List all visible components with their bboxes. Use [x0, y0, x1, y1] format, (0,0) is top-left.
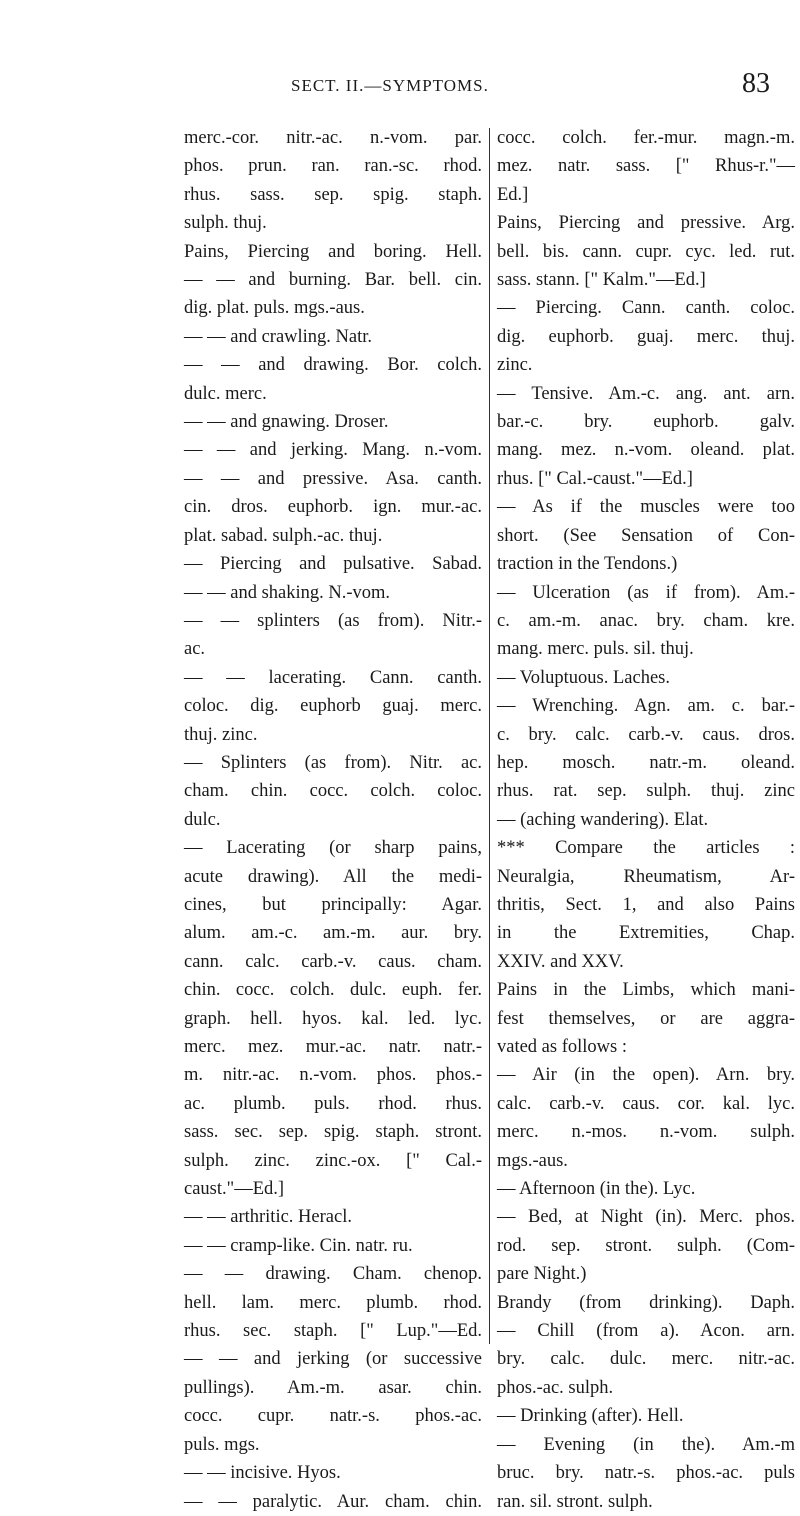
- text-line: puls. mgs.: [184, 1434, 260, 1455]
- text-line: Neuralgia, Rheumatism, Ar-: [497, 866, 795, 887]
- text-line: — Splinters (as from). Nitr. ac.: [184, 752, 482, 773]
- text-line: rhus. sec. staph. [" Lup."—Ed.: [184, 1321, 482, 1342]
- text-line: — — and drawing. Bor. colch.: [184, 355, 482, 376]
- text-line: pullings). Am.-m. asar. chin.: [184, 1377, 482, 1398]
- right-column: [497, 124, 795, 1516]
- text-line: rhus. sass. sep. spig. staph.: [184, 184, 482, 205]
- text-line: zinc.: [497, 355, 533, 376]
- text-line: cocc. colch. fer.-mur. magn.-m.: [497, 128, 795, 148]
- text-line: — Drinking (after). Hell.: [497, 1406, 684, 1427]
- text-line: ran. sil. stront. sulph.: [497, 1491, 653, 1512]
- left-column: [184, 124, 482, 1516]
- text-line: — Air (in the open). Arn. bry.: [497, 1065, 795, 1086]
- text-line: ac. plumb. puls. rhod. rhus.: [184, 1093, 482, 1114]
- text-line: m. nitr.-ac. n.-vom. phos. phos.-: [184, 1065, 482, 1086]
- text-line: dulc.: [184, 809, 221, 830]
- text-line: XXIV. and XXV.: [497, 951, 624, 972]
- text-line: merc. n.-mos. n.-vom. sulph.: [497, 1122, 795, 1143]
- text-line: — Ulceration (as if from). Am.-: [497, 582, 795, 603]
- text-line: bry. calc. dulc. merc. nitr.-ac.: [497, 1349, 795, 1370]
- text-line: rhus. [" Cal.-caust."—Ed.]: [497, 468, 693, 489]
- text-line: — — and shaking. N.-vom.: [184, 582, 391, 603]
- text-line: Pains in the Limbs, which mani-: [497, 980, 795, 1001]
- text-line: cin. dros. euphorb. ign. mur.-ac.: [184, 497, 482, 518]
- text-line: — Wrenching. Agn. am. c. bar.-: [497, 696, 795, 717]
- text-line: — — drawing. Cham. chenop.: [184, 1264, 482, 1285]
- text-line: Pains, Piercing and boring. Hell.: [184, 241, 482, 262]
- text-line: — — and crawling. Natr.: [184, 326, 373, 347]
- text-line: hell. lam. merc. plumb. rhod.: [184, 1292, 482, 1313]
- text-line: dulc. merc.: [184, 383, 267, 404]
- text-line: sulph. zinc. zinc.-ox. [" Cal.-: [184, 1150, 482, 1171]
- text-line: in the Extremities, Chap.: [497, 923, 795, 944]
- text-line: phos. prun. ran. ran.-sc. rhod.: [184, 156, 482, 177]
- text-line: — — paralytic. Aur. cham. chin.: [184, 1491, 482, 1512]
- text-line: Pains, Piercing and pressive. Arg.: [497, 213, 795, 234]
- text-line: cocc. cupr. natr.-s. phos.-ac.: [184, 1406, 482, 1427]
- running-head: SECT. II.—SYMPTOMS.: [291, 76, 489, 95]
- text-line: caust."—Ed.]: [184, 1179, 285, 1200]
- text-line: merc.-cor. nitr.-ac. n.-vom. par.: [184, 128, 482, 148]
- text-line: c. am.-m. anac. bry. cham. kre.: [497, 610, 795, 631]
- text-line: — Afternoon (in the). Lyc.: [497, 1179, 696, 1200]
- text-line: — Piercing. Cann. canth. coloc.: [497, 298, 795, 319]
- text-line: mang. merc. puls. sil. thuj.: [497, 639, 694, 660]
- text-line: sass. stann. [" Kalm."—Ed.]: [497, 270, 706, 291]
- text-line: mez. natr. sass. [" Rhus-r."—: [497, 156, 795, 177]
- text-line: pare Night.): [497, 1264, 587, 1285]
- text-line: short. (See Sensation of Con-: [497, 525, 795, 546]
- text-line: cham. chin. cocc. colch. coloc.: [184, 781, 482, 802]
- text-line: — (aching wandering). Elat.: [497, 809, 709, 830]
- text-line: alum. am.-c. am.-m. aur. bry.: [184, 923, 482, 944]
- text-line: bruc. bry. natr.-s. phos.-ac. puls: [497, 1463, 795, 1484]
- text-line: dig. plat. puls. mgs.-aus.: [184, 298, 365, 319]
- text-line: ac.: [184, 639, 206, 660]
- text-line: — Voluptuous. Laches.: [497, 667, 671, 688]
- text-line: — — and jerking. Mang. n.-vom.: [184, 440, 482, 461]
- text-line: rod. sep. stront. sulph. (Com-: [497, 1235, 795, 1256]
- text-line: — Chill (from a). Acon. arn.: [497, 1321, 795, 1342]
- text-line: vated as follows :: [497, 1037, 627, 1057]
- text-line: rhus. rat. sep. sulph. thuj. zinc: [497, 781, 795, 802]
- text-line: fest themselves, or are aggra-: [497, 1008, 795, 1029]
- text-line: calc. carb.-v. caus. cor. kal. lyc.: [497, 1093, 795, 1114]
- text-line: — — incisive. Hyos.: [184, 1463, 341, 1484]
- text-line: sulph. thuj.: [184, 213, 267, 234]
- text-line: traction in the Tendons.): [497, 554, 678, 575]
- text-line: dig. euphorb. guaj. merc. thuj.: [497, 326, 795, 347]
- text-line: cann. calc. carb.-v. caus. cham.: [184, 951, 482, 972]
- text-line: phos.-ac. sulph.: [497, 1377, 614, 1398]
- text-line: — — and pressive. Asa. canth.: [184, 468, 482, 489]
- text-line: — Bed, at Night (in). Merc. phos.: [497, 1207, 795, 1228]
- text-line: — — and gnawing. Droser.: [184, 412, 389, 433]
- text-line: — As if the muscles were too: [497, 497, 795, 518]
- text-line: mgs.-aus.: [497, 1150, 568, 1171]
- text-line: bar.-c. bry. euphorb. galv.: [497, 412, 795, 433]
- text-line: bell. bis. cann. cupr. cyc. led. rut.: [497, 241, 795, 262]
- text-line: hep. mosch. natr.-m. oleand.: [497, 752, 795, 773]
- text-line: *** Compare the articles :: [497, 838, 795, 859]
- column-divider: [489, 128, 490, 1344]
- text-line: acute drawing). All the medi-: [184, 866, 482, 887]
- text-line: — — and burning. Bar. bell. cin.: [184, 270, 482, 291]
- text-line: mang. mez. n.-vom. oleand. plat.: [497, 440, 795, 461]
- text-line: cines, but principally: Agar.: [184, 894, 482, 915]
- text-line: c. bry. calc. carb.-v. caus. dros.: [497, 724, 795, 745]
- text-line: — Evening (in the). Am.-m: [497, 1434, 795, 1455]
- text-line: — — splinters (as from). Nitr.-: [184, 610, 482, 631]
- text-line: Brandy (from drinking). Daph.: [497, 1292, 795, 1313]
- text-line: — — lacerating. Cann. canth.: [184, 667, 482, 688]
- text-line: thritis, Sect. 1, and also Pains: [497, 894, 795, 915]
- page-number: 83: [742, 68, 770, 99]
- text-line: — — cramp-like. Cin. natr. ru.: [184, 1235, 413, 1256]
- text-line: graph. hell. hyos. kal. led. lyc.: [184, 1008, 482, 1029]
- text-line: — Tensive. Am.-c. ang. ant. arn.: [497, 383, 795, 404]
- text-line: coloc. dig. euphorb guaj. merc.: [184, 696, 482, 717]
- text-line: — Piercing and pulsative. Sabad.: [184, 554, 482, 575]
- text-line: sass. sec. sep. spig. staph. stront.: [184, 1122, 482, 1143]
- text-line: — — and jerking (or successive: [184, 1349, 482, 1370]
- text-line: plat. sabad. sulph.-ac. thuj.: [184, 525, 383, 546]
- page-header: [0, 68, 800, 110]
- text-line: Ed.]: [497, 184, 529, 205]
- text-line: chin. cocc. colch. dulc. euph. fer.: [184, 980, 482, 1001]
- text-line: merc. mez. mur.-ac. natr. natr.-: [184, 1037, 482, 1057]
- text-line: — — arthritic. Heracl.: [184, 1207, 352, 1228]
- text-line: thuj. zinc.: [184, 724, 258, 745]
- text-line: — Lacerating (or sharp pains,: [184, 838, 482, 859]
